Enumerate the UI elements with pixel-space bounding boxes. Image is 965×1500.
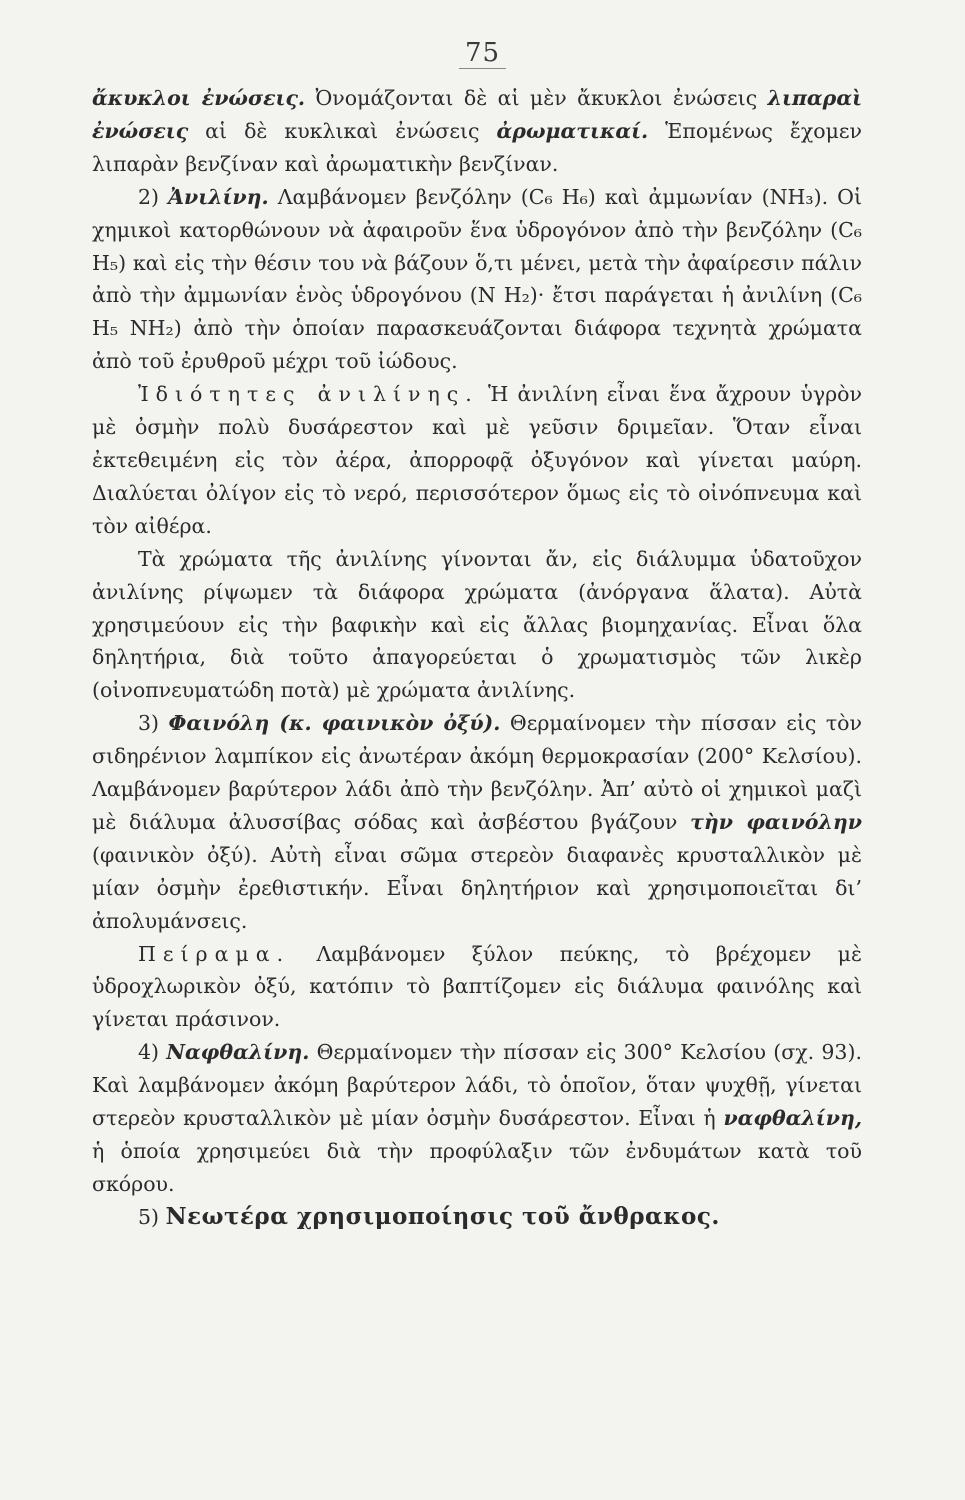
paragraph-experiment: Πείραμα. Λαμβάνομεν ξύλον πεύκης, τὸ βρέχομεν μὲ ὑδροχλωρικὸν ὀξύ, κατόπιν τὸ βαπτίζομεν εἰς διάλυμα φαινόλης καὶ γίνεται πράσινον. xyxy=(92,941,862,1032)
paragraph-aniline-properties: Ἰδιότητες ἀνιλίνης. Ἡ ἀνιλίνη εἶναι ἕνα ἄχρουν ὑγρὸν μὲ ὀσμὴν πολὺ δυσάρεστον καὶ μὲ γεῦσιν δριμεῖαν. Ὅταν εἶναι ἐκτεθειμένη εἰς τὸν ἀέρα, ἀπορροφᾷ ὀξυγόνον καὶ γίνεται μαύρη. Διαλύεται ὀλίγον εἰς τὸ νερό, περισσότερον ὅμως εἰς τὸ οἰνόπνευμα καὶ τὸν αἰθέρα. xyxy=(92,382,862,538)
section-title: Νεωτέρα χρησιμοποίησις τοῦ ἄνθρακος. xyxy=(165,1202,720,1230)
section-title: Φαινόλη (κ. φαινικὸν ὀξύ). xyxy=(168,711,501,736)
paragraph-acyclic-compounds: ἄκυκλοι ἐνώσεις. Ὀνομάζονται δὲ αἱ μὲν ἄκυκλοι ἐνώσεις λιπαραὶ ἐνώσεις αἱ δὲ κυκλικαὶ ἐνώσεις ἀρωματικαί. Ἑπομένως ἔχομεν λιπαρὰν βενζίναν καὶ ἀρωματικὴν βενζίναν. xyxy=(92,86,863,176)
section-coal-uses: 5) Νεωτέρα χρησιμοποίησις τοῦ ἄνθρακος. xyxy=(138,1202,720,1230)
section-aniline: 2) Ἀνιλίνη. Λαμβάνομεν βενζόλην (C₆ H₆) καὶ ἀμμωνίαν (NH₃). Οἱ χημικοὶ κατορθώνουν νὰ ἀφαιροῦν ἕνα ὑδρογόνον ἀπὸ τὴν βενζόλην (C₆ H₅) καὶ εἰς τὴν θέσιν του νὰ βάζουν ὅ,τι μένει, μετὰ τὴν ἀφαίρεσιν πάλιν ἀπὸ τὴν ἀμμωνίαν ἑνὸς ὑδρογόνου (N H₂)· ἔτσι παράγεται ἡ ἀνιλίνη (C₆ H₅ NH₂) ἀπὸ τὴν ὁποίαν παρασκευάζονται διάφορα τεχνητὰ χρώματα ἀπὸ τοῦ ἐρυθροῦ μέχρι τοῦ ἰώδους. xyxy=(92,184,862,374)
section-phenol: 3) Φαινόλη (κ. φαινικὸν ὀξύ). Θερμαίνομεν τὴν πίσσαν εἰς τὸν σιδηρένιον λαμπίκον εἰς ἀνωτέραν ἀκόμη θερμοκρασίαν (200° Κελσίου). Λαμβάνομεν βαρύτερον λάδι ἀπὸ τὴν βενζόλην. Ἀπ’ αὐτὸ οἱ χημικοὶ μαζὶ μὲ διάλυμα ἀλυσσίβας σόδας καὶ ἀσβέστου βγάζουν τὴν φαινόλην (φαινικὸν ὀξύ). Αὐτὴ εἶναι σῶμα στερεὸν διαφανὲς κρυσταλλικὸν μὲ μίαν ὀσμὴν ἐρεθιστικήν. Εἶναι δηλητήριον καὶ χρησιμοποιεῖται δι’ ἀπολυμάνσεις. xyxy=(92,711,862,933)
section-title: Ναφθαλίνη. xyxy=(166,1040,310,1065)
body-text xyxy=(92,82,862,1234)
section-title: Ἀνιλίνη. xyxy=(168,184,269,209)
paragraph-aniline-dyes: Τὰ χρώματα τῆς ἀνιλίνης γίνονται ἄν, εἰς διάλυμμα ὑδατοῦχον ἀνιλίνης ρίψωμεν τὰ διάφορα χρώματα (ἀνόργανα ἅλατα). Αὐτὰ χρησιμεύουν εἰς τὴν βαφικὴν καὶ εἰς ἄλλας βιομηχανίας. Εἶναι ὅλα δηλητήρια, διὰ τοῦτο ἀπαγορεύεται ὁ χρωματισμὸς τῶν λικὲρ (οἰνοπνευματώδη ποτὰ) μὲ χρώματα ἀνιλίνης. xyxy=(92,546,862,703)
section-naphthalene: 4) Ναφθαλίνη. Θερμαίνομεν τὴν πίσσαν εἰς 300° Κελσίου (σχ. 93). Καὶ λαμβάνομεν ἀκόμη βαρύτερον λάδι, τὸ ὁποῖον, ὅταν ψυχθῇ, γίνεται στερεὸν κρυσταλλικὸν μὲ μίαν ὀσμὴν δυσάρεστον. Εἶναι ἡ ναφθαλίνη, ἡ ὁποία χρησιμεύει διὰ τὴν προφύλαξιν τῶν ἐνδυμάτων κατὰ τοῦ σκόρου. xyxy=(92,1040,862,1196)
page-number: 75 xyxy=(0,38,965,68)
